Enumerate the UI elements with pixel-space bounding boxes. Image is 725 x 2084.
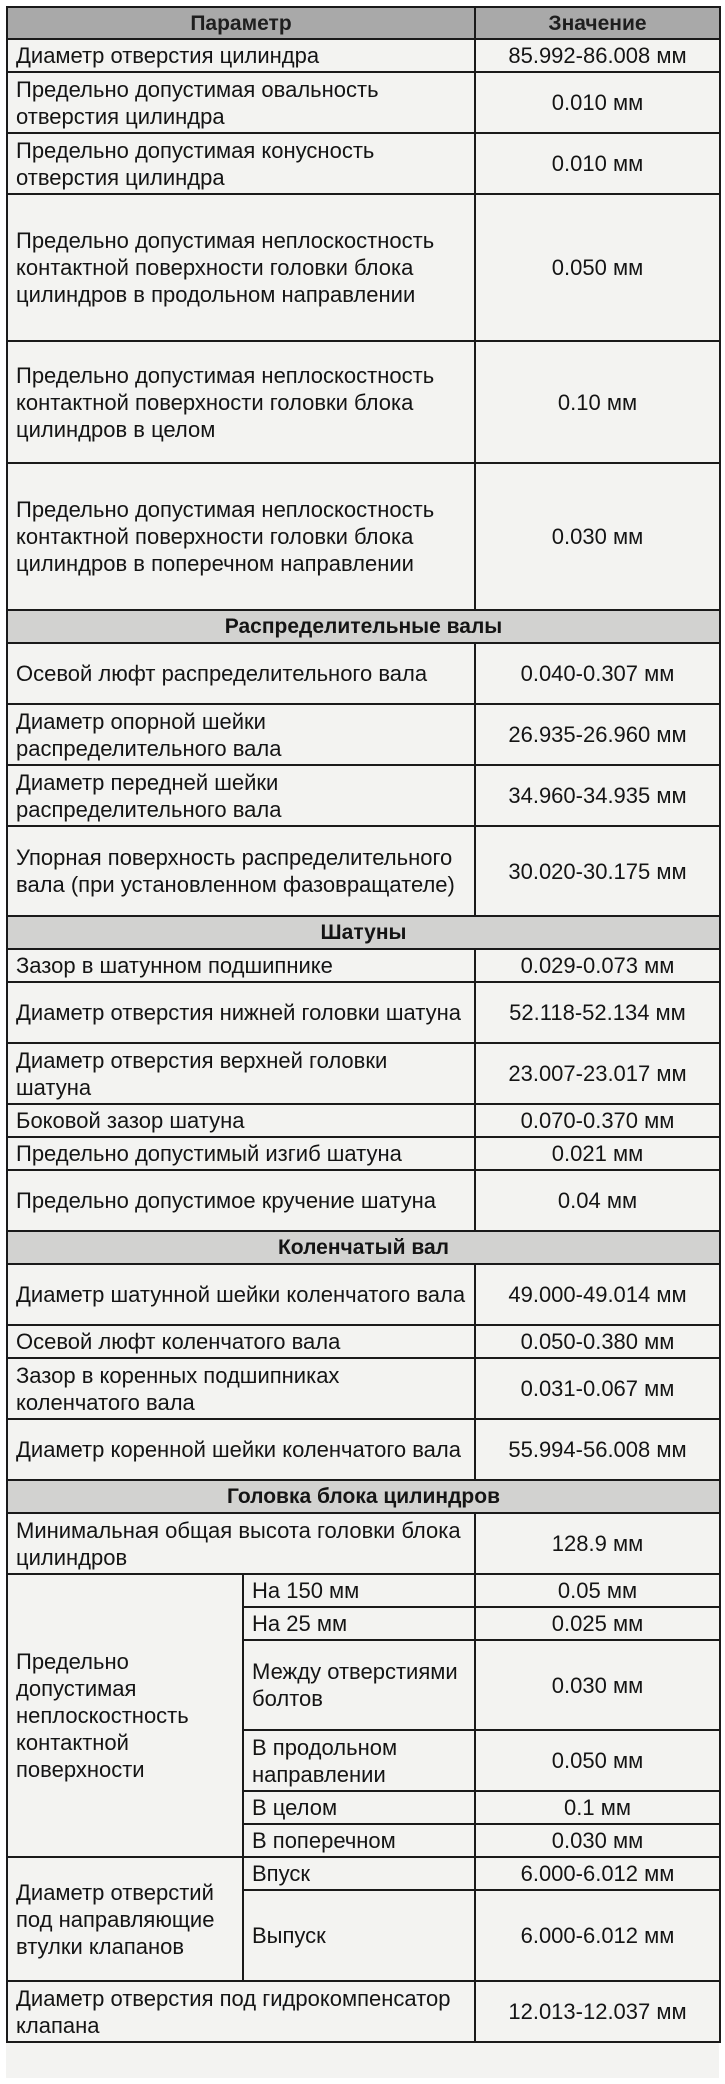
param-label: Предельно допустимая овальность отверстия цилиндра	[7, 72, 475, 133]
param-label: Осевой люфт распределительного вала	[7, 643, 475, 704]
sub-label: На 25 мм	[243, 1607, 475, 1640]
param-value: 6.000-6.012 мм	[475, 1857, 720, 1890]
table-row	[7, 1358, 720, 1419]
param-value: 0.050 мм	[475, 194, 720, 341]
param-value: 0.050 мм	[475, 1730, 720, 1791]
param-label: Предельно допустимое кручение шатуна	[7, 1170, 475, 1231]
table-row	[7, 341, 720, 463]
table-row	[7, 982, 720, 1043]
param-value: 0.025 мм	[475, 1607, 720, 1640]
group-label: Предельно допустимая неплоскостность контактной поверхности	[7, 1574, 243, 1857]
param-label: Диаметр шатунной шейки коленчатого вала	[7, 1264, 475, 1325]
param-value: 0.031-0.067 мм	[475, 1358, 720, 1419]
param-label: Упорная поверхность распределительного вала (при установленном фазовращателе)	[7, 826, 475, 916]
param-value: 34.960-34.935 мм	[475, 765, 720, 826]
param-label: Минимальная общая высота головки блока цилиндров	[7, 1513, 475, 1574]
param-label: Осевой люфт коленчатого вала	[7, 1325, 475, 1358]
header-value: Значение	[475, 7, 720, 39]
param-value: 0.070-0.370 мм	[475, 1104, 720, 1137]
param-value: 6.000-6.012 мм	[475, 1890, 720, 1981]
section-row	[7, 916, 720, 949]
param-value: 12.013-12.037 мм	[475, 1981, 720, 2042]
param-label: Зазор в шатунном подшипнике	[7, 949, 475, 982]
sub-label: Выпуск	[243, 1890, 475, 1981]
sub-label: В целом	[243, 1791, 475, 1824]
section-title: Распределительные валы	[7, 610, 720, 643]
table-row	[7, 765, 720, 826]
table-row	[7, 1857, 720, 1890]
table-row	[7, 704, 720, 765]
param-value: 0.029-0.073 мм	[475, 949, 720, 982]
header-param: Параметр	[7, 7, 475, 39]
param-value: 30.020-30.175 мм	[475, 826, 720, 916]
sub-label: В поперечном	[243, 1824, 475, 1857]
table-row	[7, 1170, 720, 1231]
sub-label: Впуск	[243, 1857, 475, 1890]
param-label: Диаметр отверстия верхней головки шатуна	[7, 1043, 475, 1104]
table-row	[7, 826, 720, 916]
param-label: Диаметр опорной шейки распределительного вала	[7, 704, 475, 765]
param-value: 23.007-23.017 мм	[475, 1043, 720, 1104]
table-row	[7, 1104, 720, 1137]
param-value: 0.010 мм	[475, 72, 720, 133]
group-label: Диаметр отверстий под направляющие втулки клапанов	[7, 1857, 243, 1981]
param-label: Диаметр передней шейки распределительного вала	[7, 765, 475, 826]
section-row	[7, 1231, 720, 1264]
table-row	[7, 1137, 720, 1170]
param-value: 0.05 мм	[475, 1574, 720, 1607]
param-value: 0.1 мм	[475, 1791, 720, 1824]
param-value: 52.118-52.134 мм	[475, 982, 720, 1043]
table-row	[7, 949, 720, 982]
param-value: 0.040-0.307 мм	[475, 643, 720, 704]
param-value: 128.9 мм	[475, 1513, 720, 1574]
section-row	[7, 1480, 720, 1513]
param-value: 0.030 мм	[475, 463, 720, 610]
param-value: 55.994-56.008 мм	[475, 1419, 720, 1480]
section-title: Шатуны	[7, 916, 720, 949]
table-row	[7, 194, 720, 341]
param-label: Диаметр отверстия под гидрокомпенсатор клапана	[7, 1981, 475, 2042]
table-row	[7, 1574, 720, 1607]
param-value: 0.04 мм	[475, 1170, 720, 1231]
param-label: Диаметр коренной шейки коленчатого вала	[7, 1419, 475, 1480]
section-title: Коленчатый вал	[7, 1231, 720, 1264]
table-row	[7, 463, 720, 610]
param-value: 26.935-26.960 мм	[475, 704, 720, 765]
table-row	[7, 1513, 720, 1574]
section-row	[7, 610, 720, 643]
param-value: 85.992-86.008 мм	[475, 39, 720, 72]
param-value: 0.10 мм	[475, 341, 720, 463]
table-header-row	[7, 7, 720, 39]
sub-label: На 150 мм	[243, 1574, 475, 1607]
table-row	[7, 1419, 720, 1480]
param-value: 0.030 мм	[475, 1824, 720, 1857]
param-label: Предельно допустимая конусность отверстия цилиндра	[7, 133, 475, 194]
section-title: Головка блока цилиндров	[7, 1480, 720, 1513]
table-row	[7, 1981, 720, 2042]
param-label: Диаметр отверстия нижней головки шатуна	[7, 982, 475, 1043]
table-row	[7, 72, 720, 133]
table-row	[7, 1325, 720, 1358]
sub-label: Между отверстиями болтов	[243, 1640, 475, 1730]
param-value: 0.021 мм	[475, 1137, 720, 1170]
param-value: 0.050-0.380 мм	[475, 1325, 720, 1358]
param-label: Предельно допустимая неплоскостность контактной поверхности головки блока цилиндров в целом	[7, 341, 475, 463]
engine-spec-table	[6, 6, 721, 2043]
param-value: 0.030 мм	[475, 1640, 720, 1730]
param-label: Предельно допустимый изгиб шатуна	[7, 1137, 475, 1170]
param-label: Предельно допустимая неплоскостность контактной поверхности головки блока цилиндров в поперечном направлении	[7, 463, 475, 610]
param-label: Предельно допустимая неплоскостность контактной поверхности головки блока цилиндров в продольном направлении	[7, 194, 475, 341]
param-label: Зазор в коренных подшипниках коленчатого вала	[7, 1358, 475, 1419]
table-row	[7, 133, 720, 194]
table-row	[7, 1043, 720, 1104]
spec-sheet	[6, 6, 719, 2078]
param-label: Диаметр отверстия цилиндра	[7, 39, 475, 72]
table-row	[7, 1264, 720, 1325]
sub-label: В продольном направлении	[243, 1730, 475, 1791]
table-row	[7, 643, 720, 704]
param-value: 49.000-49.014 мм	[475, 1264, 720, 1325]
param-label: Боковой зазор шатуна	[7, 1104, 475, 1137]
param-value: 0.010 мм	[475, 133, 720, 194]
table-row	[7, 39, 720, 72]
